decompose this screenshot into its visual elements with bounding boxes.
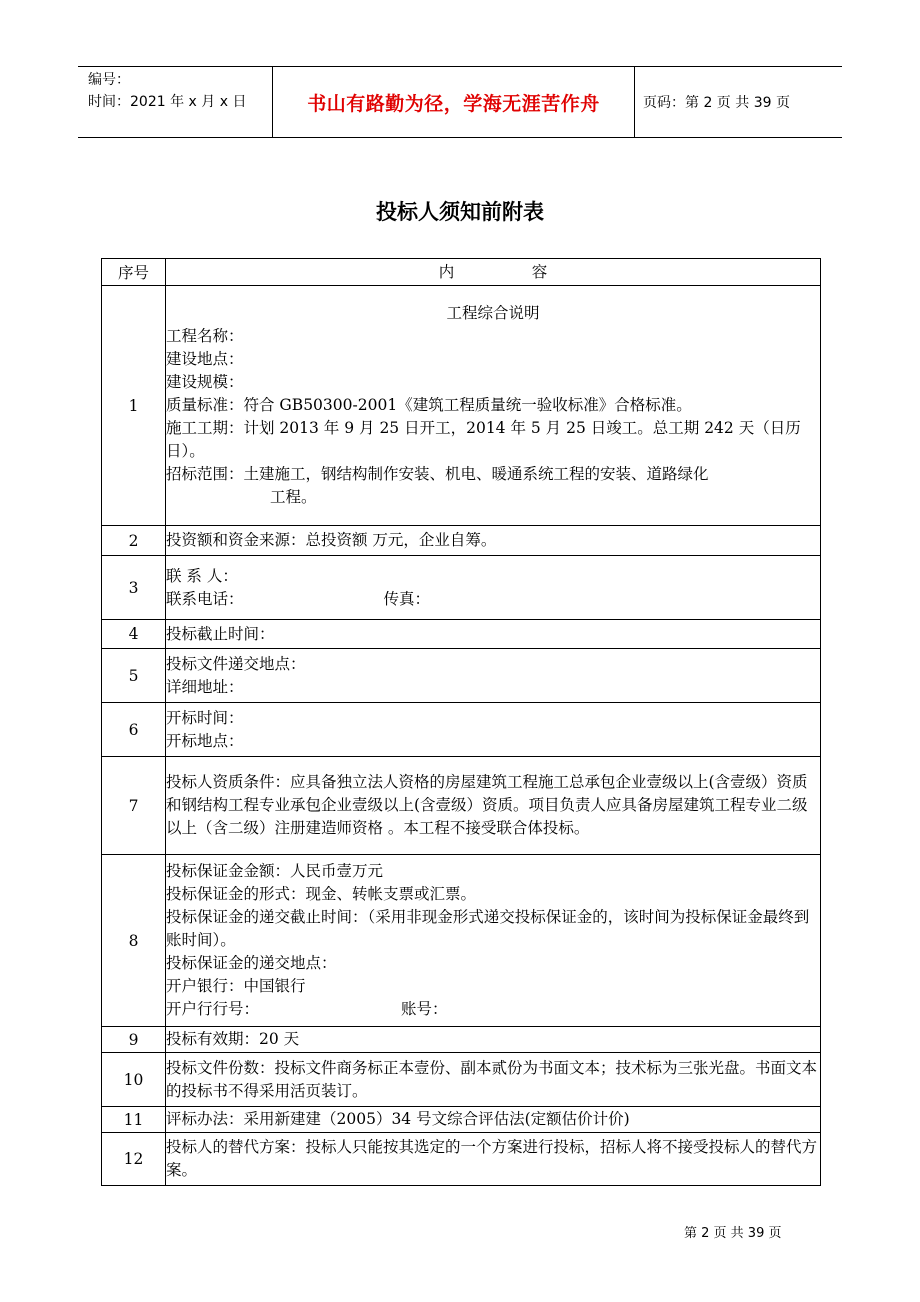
project-location: 建设地点： [166, 350, 244, 368]
table-row [102, 1053, 821, 1107]
col-content-header: 内 容 [166, 259, 821, 286]
table-row [102, 526, 821, 556]
account-no: 账号： [401, 1000, 448, 1018]
project-name: 工程名称： [166, 327, 244, 345]
row-content: 投资额和资金来源：总投资额 万元，企业自筹。 [166, 526, 821, 556]
submission-place: 投标文件递交地点： [166, 654, 306, 673]
time-label: 时间：2021 年 x 月 x 日 [88, 94, 247, 110]
row-no: 10 [102, 1053, 166, 1107]
detailed-address: 详细地址： [166, 677, 244, 696]
row-no: 8 [102, 855, 166, 1027]
opening-time: 开标时间： [166, 708, 244, 727]
bid-scope-cont: 工程。 [270, 488, 317, 506]
document-title: 投标人须知前附表 [376, 200, 544, 224]
page-header [78, 66, 842, 138]
row-no: 4 [102, 620, 166, 649]
contact-phone-line [166, 588, 820, 611]
row-no: 6 [102, 703, 166, 757]
bid-scope: 招标范围：土建施工，钢结构制作安装、机电、暖通系统工程的安装、道路绿化 [166, 465, 709, 483]
table-row [102, 556, 821, 620]
row-no: 3 [102, 556, 166, 620]
deposit-form: 投标保证金的形式：现金、转帐支票或汇票。 [166, 885, 477, 903]
project-scale: 建设规模： [166, 373, 244, 391]
construction-period: 施工工期：计划 2013 年 9 月 25 日开工，2014 年 5 月 25 日竣工。总工期 242 天（日历日）。 [166, 419, 801, 460]
bank-account-line [166, 998, 820, 1021]
row-content [166, 855, 821, 1027]
header-page-info: 页码：第 2 页 共 39 页 [643, 95, 790, 111]
row-no: 1 [102, 286, 166, 526]
table-row [102, 620, 821, 649]
table-row [102, 649, 821, 703]
row-content [166, 649, 821, 703]
deposit-place: 投标保证金的递交地点： [166, 954, 337, 972]
row-content: 投标人资质条件：应具备独立法人资格的房屋建筑工程施工总承包企业壹级以上(含壹级）资质和钢结构工程专业承包企业壹级以上(含壹级）资质。项目负责人应具备房屋建筑工程专业二级以上（含二级）注册建造师资格 。本工程不接受联合体投标。 [166, 757, 821, 855]
row-no: 2 [102, 526, 166, 556]
quality-standard: 质量标准：符合 GB50300-2001《建筑工程质量统一验收标准》合格标准。 [166, 396, 692, 414]
opening-place: 开标地点： [166, 731, 244, 750]
row-content [166, 703, 821, 757]
row-no: 7 [102, 757, 166, 855]
row-no: 11 [102, 1107, 166, 1133]
row-no: 9 [102, 1027, 166, 1053]
row-content: 评标办法：采用新建建（2005）34 号文综合评估法(定额估价计价) [166, 1107, 821, 1133]
deposit-deadline: 投标保证金的递交截止时间：（采用非现金形式递交投标保证金的，该时间为投标保证金最终到账时间）。 [166, 908, 810, 949]
table-row [102, 757, 821, 855]
row-no: 5 [102, 649, 166, 703]
bank-name: 开户银行：中国银行 [166, 977, 306, 995]
table-header-row [102, 259, 821, 286]
row-content: 投标有效期：20 天 [166, 1027, 821, 1053]
contact-person: 联 系 人： [166, 566, 238, 585]
row-content: 投标截止时间： [166, 620, 821, 649]
bank-code: 开户行行号： [166, 1000, 260, 1018]
contact-fax: 传真： [383, 589, 431, 608]
contact-phone: 联系电话： [166, 589, 244, 608]
bid-notice-table [101, 258, 821, 1186]
table-row [102, 286, 821, 526]
number-label: 编号： [88, 72, 130, 88]
table-row [102, 1133, 821, 1186]
table-row [102, 1027, 821, 1053]
row-content [166, 556, 821, 620]
row-content: 投标人的替代方案：投标人只能按其选定的一个方案进行投标，招标人将不接受投标人的替代方案。 [166, 1133, 821, 1186]
row-content: 投标文件份数：投标文件商务标正本壹份、副本贰份为书面文本；技术标为三张光盘。书面文本的投标书不得采用活页装订。 [166, 1053, 821, 1107]
col-no-header: 序号 [102, 259, 166, 286]
table-row [102, 703, 821, 757]
deposit-amount: 投标保证金金额：人民币壹万元 [166, 862, 384, 880]
row-heading: 工程综合说明 [446, 304, 540, 322]
table-row [102, 855, 821, 1027]
page-footer: 第 2 页 共 39 页 [684, 1226, 782, 1241]
header-motto: 书山有路勤为径，学海无涯苦作舟 [273, 67, 635, 137]
row-content [166, 286, 821, 526]
table-row [102, 1107, 821, 1133]
row-no: 12 [102, 1133, 166, 1186]
header-meta [78, 67, 273, 137]
